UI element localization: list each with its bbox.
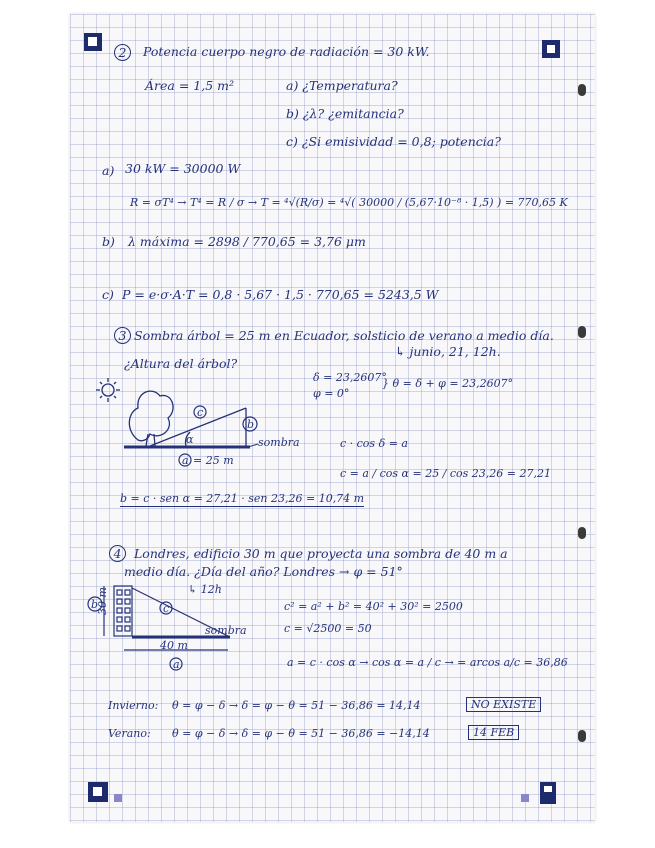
power-conversion: 30 kW = 30000 W	[125, 161, 241, 176]
label-a: a	[182, 454, 189, 467]
label-height: 30 m	[96, 587, 109, 615]
label-width: 40 m	[160, 639, 188, 652]
power-formula: P = e·σ·A·T = 0,8 · 5,67 · 1,5 · 770,65 = 5243,5 W	[122, 287, 439, 302]
label-alpha: α	[186, 433, 194, 446]
winter-result: NO EXISTE	[466, 697, 541, 712]
time-note: ↳ 12h	[188, 583, 222, 596]
summer-equation: θ = φ − δ → δ = φ − θ = 51 − 36,86 = −14,14	[172, 727, 430, 740]
problem-statement: Sombra árbol = 25 m en Ecuador, solsticio de verano a medio día.	[134, 328, 554, 343]
problem-statement-2: medio día. ¿Día del año? Londres → φ = 51°	[124, 564, 403, 579]
area-given: Área = 1,5 m²	[145, 78, 234, 93]
temperature-formula: R = σT⁴ → T⁴ = R / σ → T = ⁴√(R/σ) = ⁴√( 30000 / (5,67·10⁻⁸ · 1,5) ) = 770,65 K	[130, 196, 568, 209]
label-b: b	[247, 418, 255, 431]
problem-statement: Londres, edificio 30 m que proyecta una sombra de 40 m a	[134, 546, 508, 561]
problem-number: 3	[114, 327, 131, 344]
problem-statement: Potencia cuerpo negro de radiación = 30 kW.	[143, 44, 430, 59]
question-c: c) ¿Si emisividad = 0,8; potencia?	[286, 134, 501, 149]
question-a: a) ¿Temperatura?	[286, 78, 398, 93]
part-label: b)	[102, 234, 115, 249]
problem-number: 4	[109, 545, 126, 562]
hypotenuse-equation: c = a / cos α = 25 / cos 23,26 = 27,21	[340, 467, 552, 480]
label-shadow: sombra	[205, 624, 247, 637]
cos-equation: c · cos δ = a	[340, 437, 408, 450]
label-a-value: = 25 m	[193, 454, 234, 467]
summer-result: 14 FEB	[468, 725, 519, 740]
theta-eq: } θ = δ + φ = 23,2607°	[382, 377, 514, 390]
label-c: c	[197, 406, 204, 419]
height-result: b = c · sen α = 27,21 · sen 23,26 = 10,74 m	[120, 492, 365, 505]
question-b: b) ¿λ? ¿emitancia?	[286, 106, 404, 121]
hypotenuse-equation: c = √2500 = 50	[284, 622, 372, 635]
part-label: a)	[102, 163, 115, 178]
question: ¿Altura del árbol?	[124, 356, 238, 371]
label-a: a	[173, 658, 180, 671]
pythagoras-equation: c² = a² + b² = 40² + 30² = 2500	[284, 600, 463, 613]
winter-label: Invierno:	[108, 699, 159, 712]
angle-equation: a = c · cos α → cos α = a / c → = arcos a/c = 36,86	[287, 656, 568, 669]
label-shadow: sombra	[258, 436, 300, 449]
date-note: ↳ junio, 21, 12h.	[395, 344, 501, 359]
part-label: c)	[102, 287, 114, 302]
latitude: φ = 0°	[313, 387, 350, 400]
problem-number: 2	[114, 44, 131, 61]
wavelength-formula: λ máxima = 2898 / 770,65 = 3,76 μm	[128, 234, 366, 249]
declination: δ = 23,2607°	[313, 371, 387, 384]
summer-label: Verano:	[108, 727, 151, 740]
label-c: c	[163, 602, 170, 615]
label-b: b	[91, 598, 99, 611]
winter-equation: θ = φ − δ → δ = φ − θ = 51 − 36,86 = 14,14	[172, 699, 421, 712]
